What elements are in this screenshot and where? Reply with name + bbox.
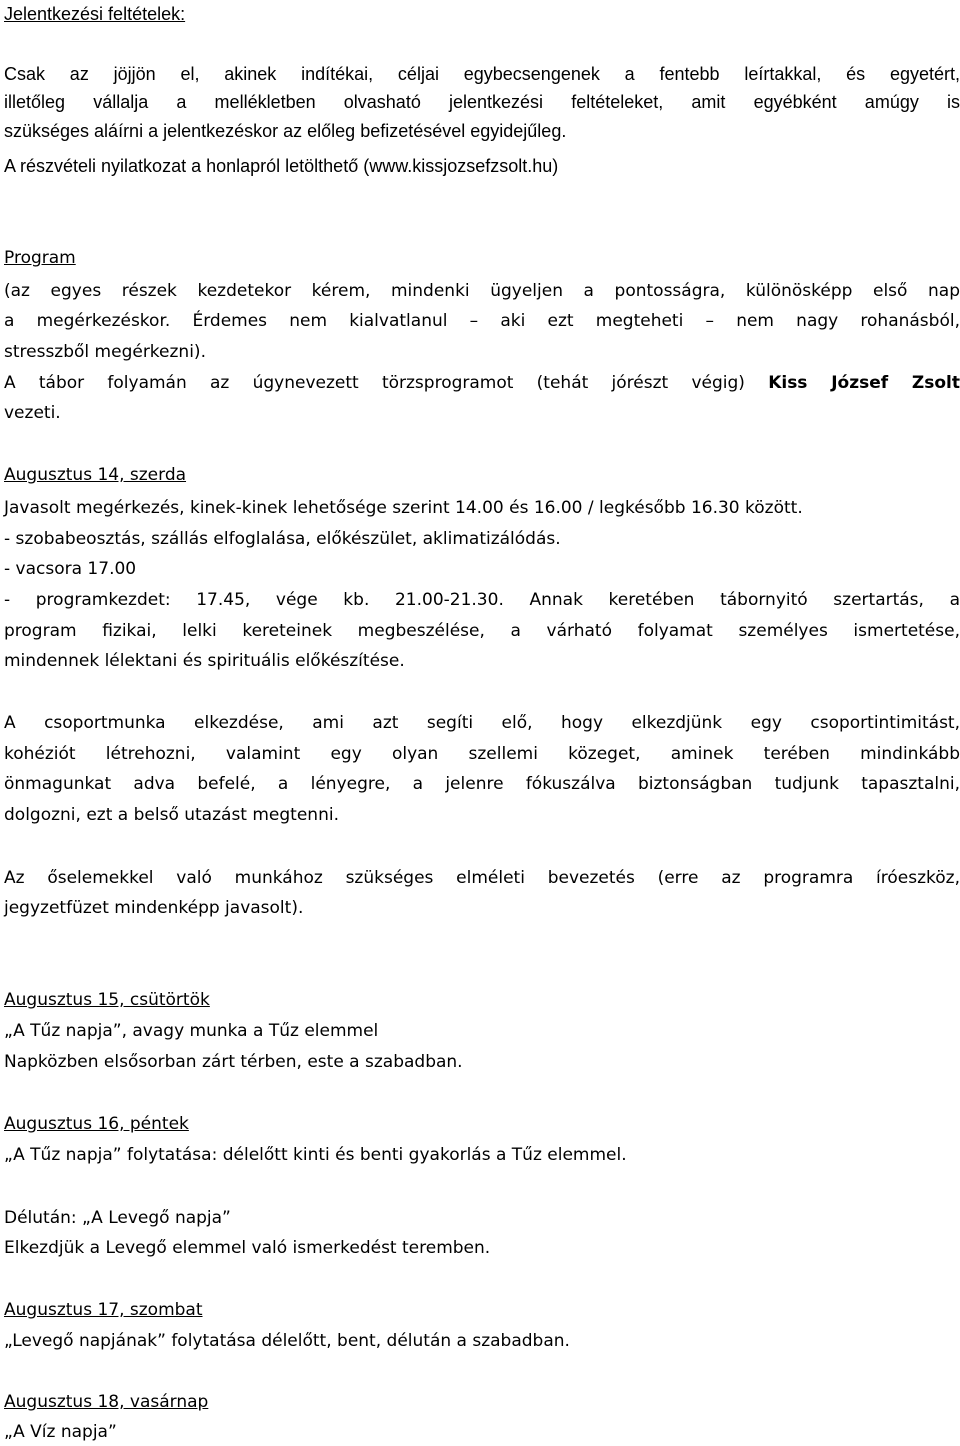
elements-intro-line: Az őselemekkel való munkához szükséges elméleti bevezetés (erre az programra íróeszköz,	[4, 868, 960, 888]
afternoon-line: Elkezdjük a Levegő elemmel való ismerkedést teremben.	[4, 1238, 491, 1258]
day-title-aug-17: Augusztus 17, szombat	[4, 1300, 203, 1320]
conditions-line: szükséges aláírni a jelentkezéskor az előleg befizetésével egyidejűleg.	[4, 121, 567, 141]
program-leader-name: Kiss József Zsolt	[768, 373, 960, 393]
conditions-line: Csak az jöjjön el, akinek indítékai, céljai egybecsengenek a fentebb leírtakkal, és egyetért,	[4, 64, 960, 84]
program-leader-end: vezeti.	[4, 403, 61, 423]
day-line: program fizikai, lelki kereteinek megbeszélése, a várható folyamat személyes ismertetése,	[4, 621, 960, 641]
group-work-line: önmagunkat adva befelé, a lényegre, a jelenre fókuszálva biztonságban tudjunk tapasztalni,	[4, 774, 960, 794]
application-conditions-heading: Jelentkezési feltételek:	[4, 4, 186, 24]
program-leader-prefix: A tábor folyamán az úgynevezett törzsprogramot (tehát jórészt végig)	[4, 373, 745, 393]
program-heading: Program	[4, 248, 76, 268]
day-line: - szobabeosztás, szállás elfoglalása, előkészület, aklimatizálódás.	[4, 529, 561, 549]
conditions-line: A részvételi nyilatkozat a honlapról letölthető (www.kissjozsefzsolt.hu)	[4, 156, 559, 176]
day-line: „Levegő napjának” folytatása délelőtt, bent, délután a szabadban.	[4, 1331, 570, 1351]
program-leader-line	[4, 369, 960, 397]
group-work-line: dolgozni, ezt a belső utazást megtenni.	[4, 805, 339, 825]
day-title-aug-15: Augusztus 15, csütörtök	[4, 990, 210, 1010]
day-line: „A Víz napja”	[4, 1422, 117, 1442]
day-title-aug-16: Augusztus 16, péntek	[4, 1114, 189, 1134]
group-work-line: kohéziót létrehozni, valamint egy olyan szellemi közeget, aminek terében mindinkább	[4, 744, 960, 764]
elements-intro-line: jegyzetfüzet mindenképp javasolt).	[4, 898, 304, 918]
conditions-line: illetőleg vállalja a mellékletben olvasható jelentkezési feltételeket, amit egyébként amúgy is	[4, 92, 960, 112]
day-title-aug-14: Augusztus 14, szerda	[4, 465, 187, 485]
group-work-line: A csoportmunka elkezdése, ami azt segíti elő, hogy elkezdjünk egy csoportintimitást,	[4, 713, 960, 733]
afternoon-line: Délután: „A Levegő napja”	[4, 1208, 231, 1228]
day-line: - programkezdet: 17.45, vége kb. 21.00-21.30. Annak keretében tábornyitó szertartás, a	[4, 590, 960, 610]
day-line: mindennek lélektani és spirituális előkészítése.	[4, 651, 405, 671]
day-line: Javasolt megérkezés, kinek-kinek lehetősége szerint 14.00 és 16.00 / legkésőbb 16.30 között.	[4, 498, 803, 518]
program-intro-line: a megérkezéskor. Érdemes nem kialvatlanul – aki ezt megteheti – nem nagy rohanásból,	[4, 311, 960, 331]
program-intro-line: stresszből megérkezni).	[4, 342, 206, 362]
day-line: „A Tűz napja” folytatása: délelőtt kinti és benti gyakorlás a Tűz elemmel.	[4, 1145, 627, 1165]
day-line: Napközben elsősorban zárt térben, este a szabadban.	[4, 1052, 463, 1072]
day-title-aug-18: Augusztus 18, vasárnap	[4, 1392, 209, 1412]
program-intro-line: (az egyes részek kezdetekor kérem, mindenki ügyeljen a pontosságra, különösképp első nap	[4, 281, 960, 301]
day-line: „A Tűz napja”, avagy munka a Tűz elemmel	[4, 1021, 379, 1041]
day-line: - vacsora 17.00	[4, 559, 137, 579]
